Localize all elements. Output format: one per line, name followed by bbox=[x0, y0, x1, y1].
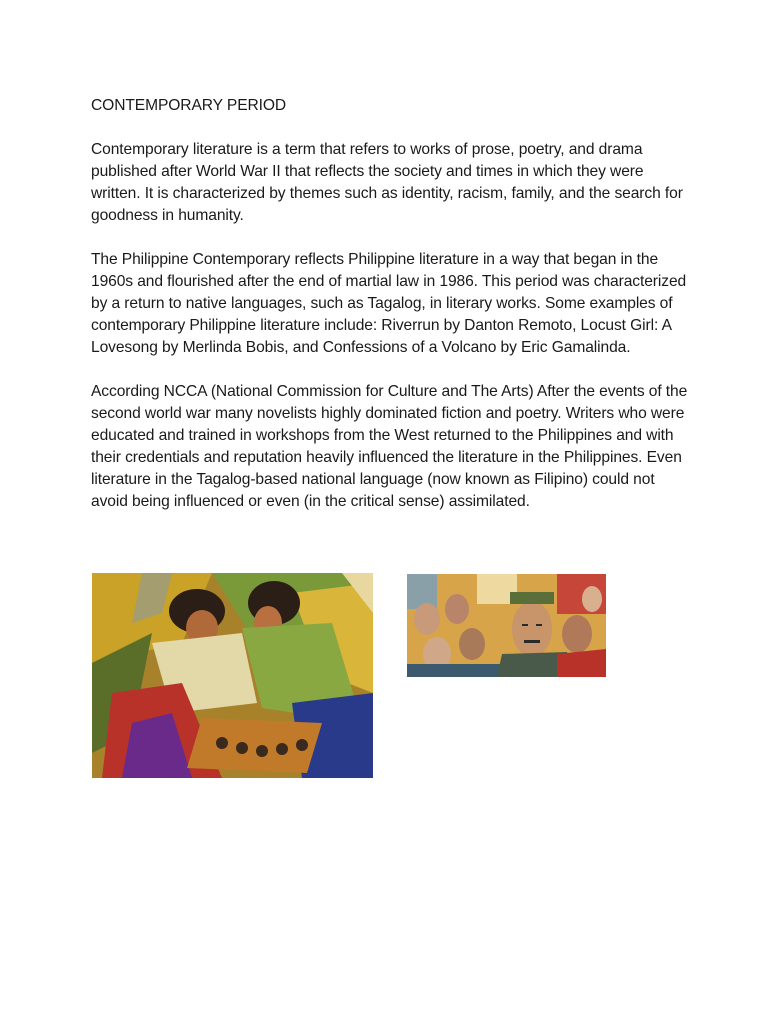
document-body bbox=[91, 95, 691, 535]
paragraph-philippine-contemporary: The Philippine Contemporary reflects Philippine literature in a way that began in the 1960s and flourished after the end of martial law in 1986. This period was characterized by a return to native languages, such as Tagalog, in literary works. Some examples of contemporary Philippine literature include: Riverrun by Danton Remoto, Locust Girl: A Lovesong by Merlinda Bobis, and Confessions of a Volcano by Eric Gamalinda. bbox=[91, 251, 687, 356]
painting-crowd-image bbox=[407, 574, 606, 677]
paragraph-definition: Contemporary literature is a term that refers to works of prose, poetry, and drama published after World War II that reflects the society and times in which they were written. It is characterized by themes such as identity, racism, family, and the search for goodness in humanity. bbox=[91, 141, 683, 224]
paragraph-ncca: According NCCA (National Commission for Culture and The Arts) After the events of the second world war many novelists highly dominated fiction and poetry. Writers who were educated and trained in workshops from the West returned to the Philippines and with their credentials and reputation heavily influenced the literature in the Philippines. Even literature in the Tagalog-based national language (now known as Filipino) could not avoid being influenced or even (in the critical sense) assimilated. bbox=[91, 383, 688, 510]
document-heading: CONTEMPORARY PERIOD bbox=[91, 97, 287, 114]
painting-sungka-image bbox=[92, 573, 373, 778]
